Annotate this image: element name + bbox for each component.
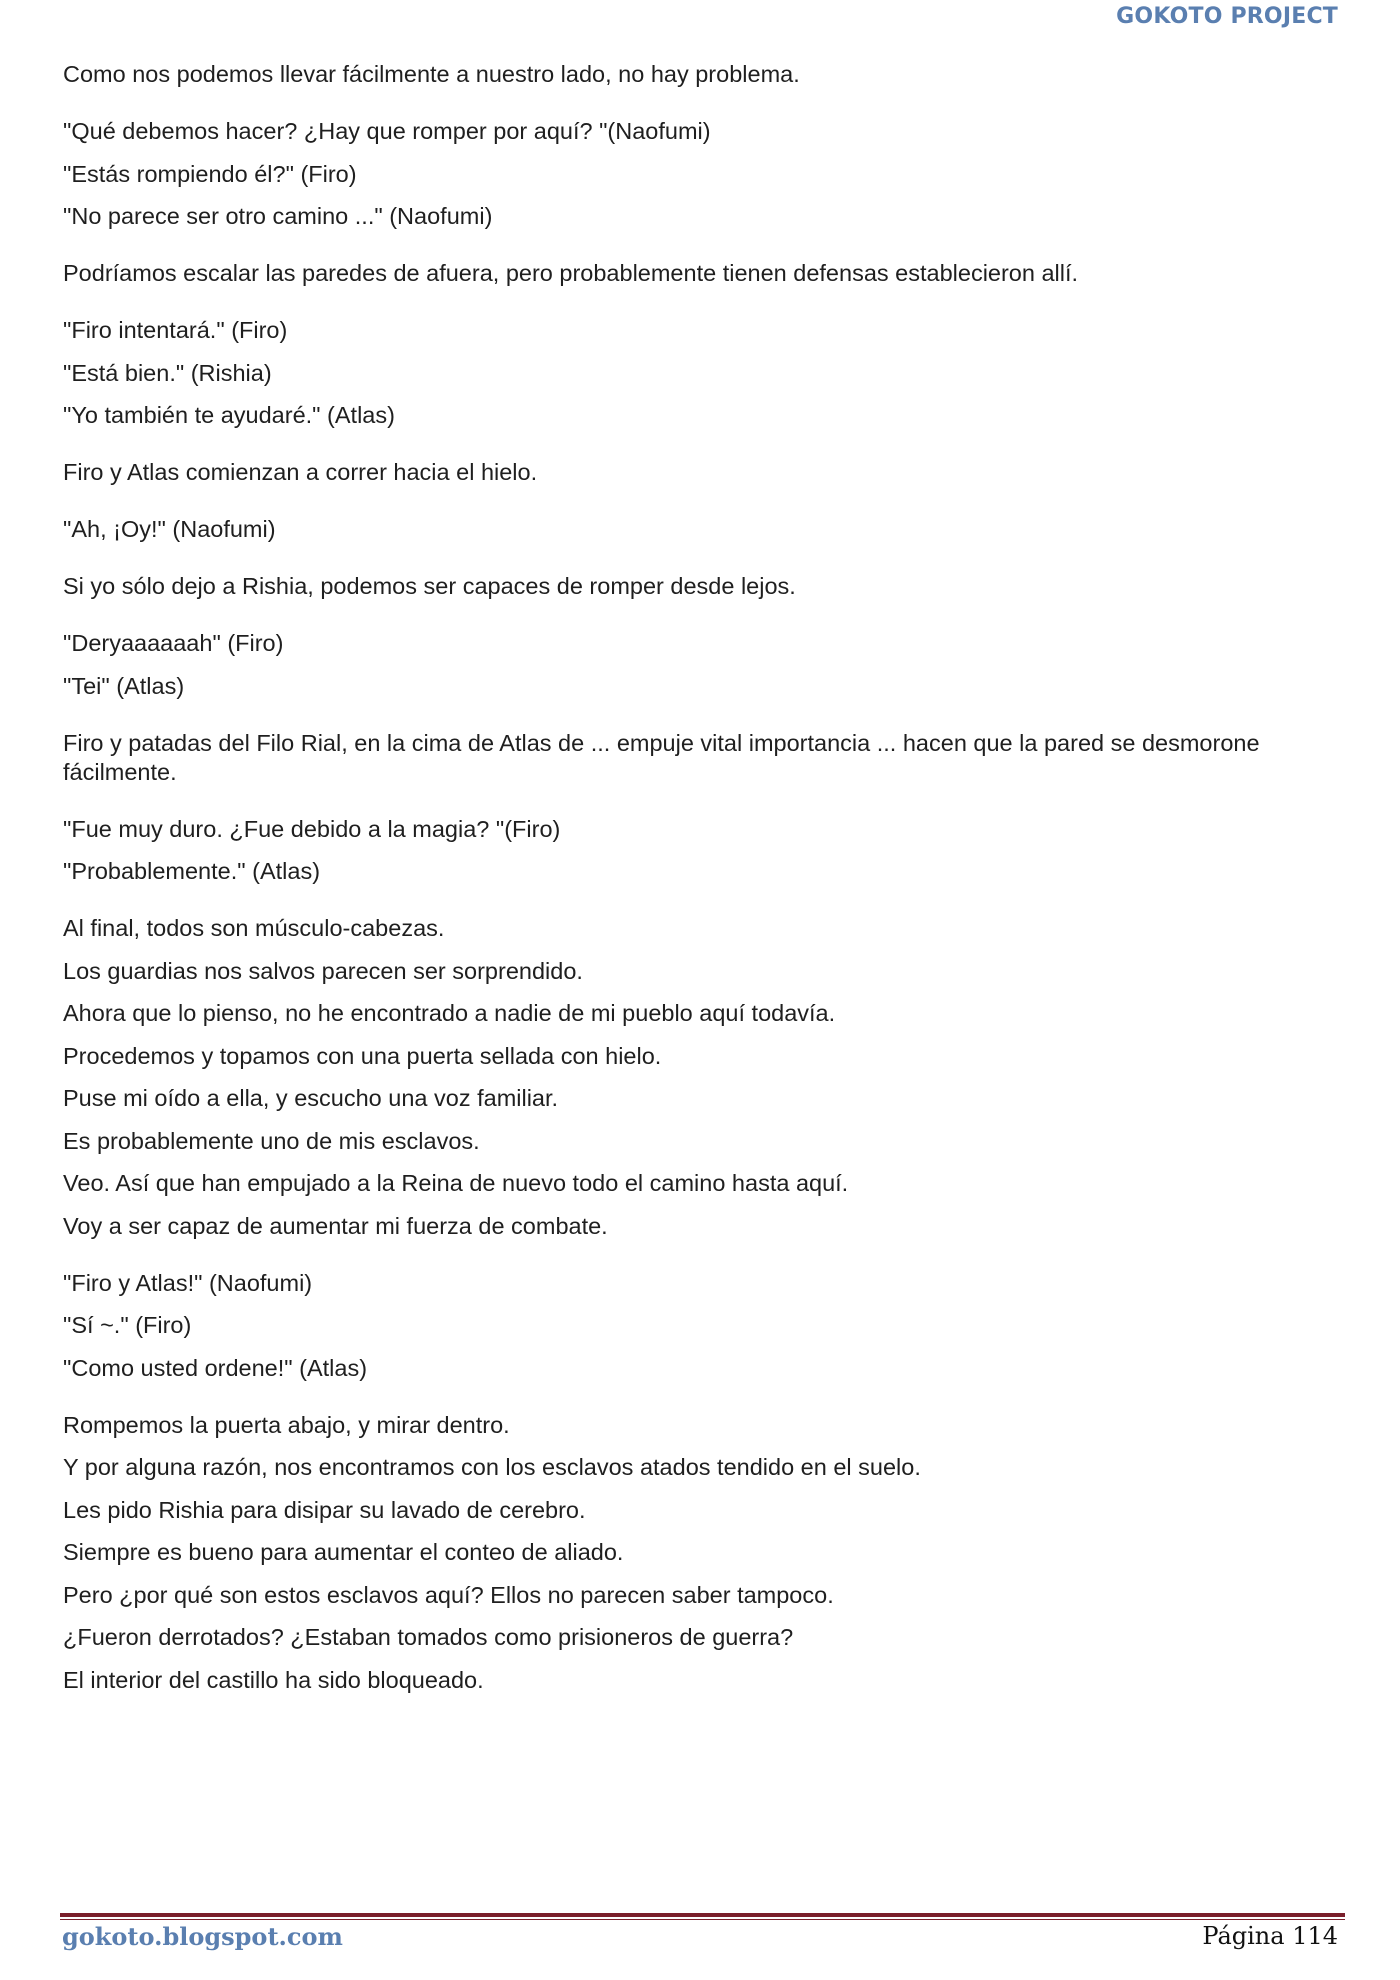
paragraph-block bbox=[63, 729, 1338, 787]
text-line: Les pido Rishia para disipar su lavado de cerebro. bbox=[63, 1496, 586, 1523]
paragraph-block bbox=[63, 117, 1338, 231]
text-line: Es probablemente uno de mis esclavos. bbox=[63, 1127, 480, 1154]
footer-rule bbox=[60, 1913, 1345, 1917]
text-line: "Yo también te ayudaré." (Atlas) bbox=[63, 402, 395, 428]
text-line: Si yo sólo dejo a Rishia, podemos ser capaces de romper desde lejos. bbox=[63, 573, 796, 599]
text-line: "Qué debemos hacer? ¿Hay que romper por aquí? "(Naofumi) bbox=[63, 118, 711, 144]
text-line: "Tei" (Atlas) bbox=[63, 672, 185, 699]
paragraph-block bbox=[63, 815, 1338, 887]
document-body bbox=[63, 60, 1338, 1723]
text-line: "Sí ~." (Firo) bbox=[63, 1312, 192, 1338]
paragraph-block bbox=[63, 259, 1338, 288]
page-number: Página 114 bbox=[1202, 1922, 1338, 1950]
text-line: Rompemos la puerta abajo, y mirar dentro. bbox=[63, 1411, 510, 1438]
text-line: Procedemos y topamos con una puerta sellada con hielo. bbox=[63, 1042, 662, 1069]
text-line: "Probablemente." (Atlas) bbox=[63, 858, 321, 884]
text-line: "Está bien." (Rishia) bbox=[63, 359, 272, 386]
text-line: "Firo y Atlas!" (Naofumi) bbox=[63, 1269, 313, 1296]
paragraph-block bbox=[63, 1269, 1338, 1383]
paragraph-block bbox=[63, 572, 1338, 601]
header-title: GOKOTO PROJECT bbox=[1116, 4, 1338, 29]
paragraph-block bbox=[63, 914, 1338, 1241]
text-line: "Ah, ¡Oy!" (Naofumi) bbox=[63, 516, 276, 542]
text-line: Al final, todos son músculo-cabezas. bbox=[63, 915, 445, 941]
paragraph-block bbox=[63, 629, 1338, 701]
text-line: Firo y Atlas comienzan a correr hacia el hielo. bbox=[63, 459, 538, 485]
paragraph-block bbox=[63, 60, 1338, 89]
text-line: "Estás rompiendo él?" (Firo) bbox=[63, 160, 357, 187]
text-line: Y por alguna razón, nos encontramos con los esclavos atados tendido en el suelo. bbox=[63, 1454, 921, 1480]
text-line: Pero ¿por qué son estos esclavos aquí? Ellos no parecen saber tampoco. bbox=[63, 1581, 834, 1608]
footer-rule-thin bbox=[60, 1919, 1345, 1920]
footer-blog-link[interactable]: gokoto.blogspot.com bbox=[62, 1922, 343, 1951]
text-line: Podríamos escalar las paredes de afuera, pero probablemente tienen defensas establecieron allí. bbox=[63, 260, 1079, 286]
text-line: Los guardias nos salvos parecen ser sorprendido. bbox=[63, 957, 583, 984]
text-line: Siempre es bueno para aumentar el conteo de aliado. bbox=[63, 1539, 624, 1565]
text-line: Como nos podemos llevar fácilmente a nuestro lado, no hay problema. bbox=[63, 61, 800, 87]
text-line: Firo y patadas del Filo Rial, en la cima de Atlas de ... empuje vital importancia ... hacen que la pared se desmorone fácilmente. bbox=[63, 729, 1260, 785]
text-line: Voy a ser capaz de aumentar mi fuerza de combate. bbox=[63, 1212, 608, 1239]
paragraph-block bbox=[63, 316, 1338, 430]
text-line: Puse mi oído a ella, y escucho una voz familiar. bbox=[63, 1085, 559, 1111]
paragraph-block bbox=[63, 458, 1338, 487]
text-line: "Fue muy duro. ¿Fue debido a la magia? "(Firo) bbox=[63, 815, 561, 842]
text-line: El interior del castillo ha sido bloqueado. bbox=[63, 1666, 484, 1693]
text-line: ¿Fueron derrotados? ¿Estaban tomados como prisioneros de guerra? bbox=[63, 1624, 794, 1650]
text-line: "Como usted ordene!" (Atlas) bbox=[63, 1354, 368, 1381]
paragraph-block bbox=[63, 515, 1338, 544]
text-line: "Deryaaaaaah" (Firo) bbox=[63, 630, 284, 656]
paragraph-block bbox=[63, 1411, 1338, 1695]
text-line: Ahora que lo pienso, no he encontrado a nadie de mi pueblo aquí todavía. bbox=[63, 1000, 836, 1026]
text-line: Veo. Así que han empujado a la Reina de nuevo todo el camino hasta aquí. bbox=[63, 1170, 849, 1196]
text-line: "Firo intentará." (Firo) bbox=[63, 317, 288, 343]
text-line: "No parece ser otro camino ..." (Naofumi) bbox=[63, 203, 493, 229]
